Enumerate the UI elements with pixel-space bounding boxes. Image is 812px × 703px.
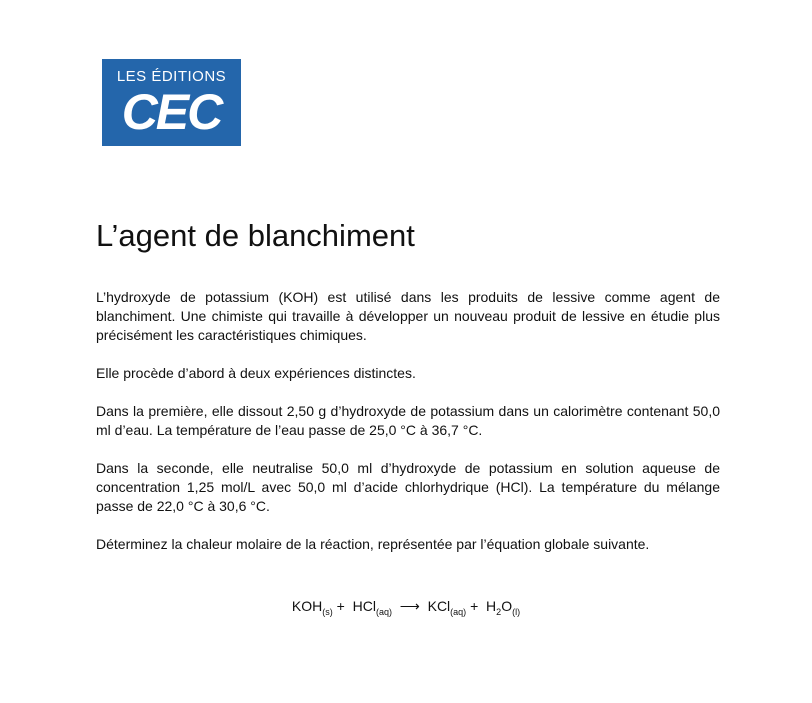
reactant-hcl: HCl	[352, 598, 376, 614]
logo-line1: LES ÉDITIONS	[116, 68, 227, 85]
page-title: L’agent de blanchiment	[96, 218, 415, 253]
reactant-koh: KOH	[291, 598, 323, 614]
logo-line2: CEC	[121, 84, 222, 140]
chemical-equation	[0, 598, 812, 617]
arrow-icon: ⟶	[391, 598, 428, 614]
plus: +	[332, 598, 353, 614]
publisher-logo	[102, 59, 241, 146]
paragraph: Elle procède d’abord à deux expériences distinctes.	[96, 365, 416, 381]
product-kcl: KCl	[427, 598, 451, 614]
state: (aq)	[375, 606, 392, 617]
product-water-o: O	[501, 598, 513, 614]
paragraph: Dans la première, elle dissout 2,50 g d’hydroxyde de potassium dans un calorimètre contenant 50,0 ml d’eau. La température de l’eau passe de 25,0 °C à 36,7 °C.	[96, 403, 720, 438]
subscript: 2	[496, 606, 502, 617]
state: (l)	[512, 606, 521, 617]
state: (s)	[322, 606, 333, 617]
problem-text	[96, 288, 720, 573]
product-water: H	[486, 598, 497, 614]
state: (aq)	[450, 606, 467, 617]
paragraph: Dans la seconde, elle neutralise 50,0 ml d’hydroxyde de potassium en solution aqueuse de concentration 1,25 mol/L avec 50,0 ml d’acide chlorhydrique (HCl). La température du mélange passe de 22,0 °C à 30,6 °C.	[96, 460, 720, 514]
plus: +	[466, 598, 487, 614]
paragraph: Déterminez la chaleur molaire de la réaction, représentée par l’équation globale suivante.	[96, 536, 650, 552]
paragraph: L’hydroxyde de potassium (KOH) est utilisé dans les produits de lessive comme agent de blanchiment. Une chimiste qui travaille à développer un nouveau produit de lessive en étudie plus précisément les caractéristiques chimiques.	[96, 289, 720, 343]
